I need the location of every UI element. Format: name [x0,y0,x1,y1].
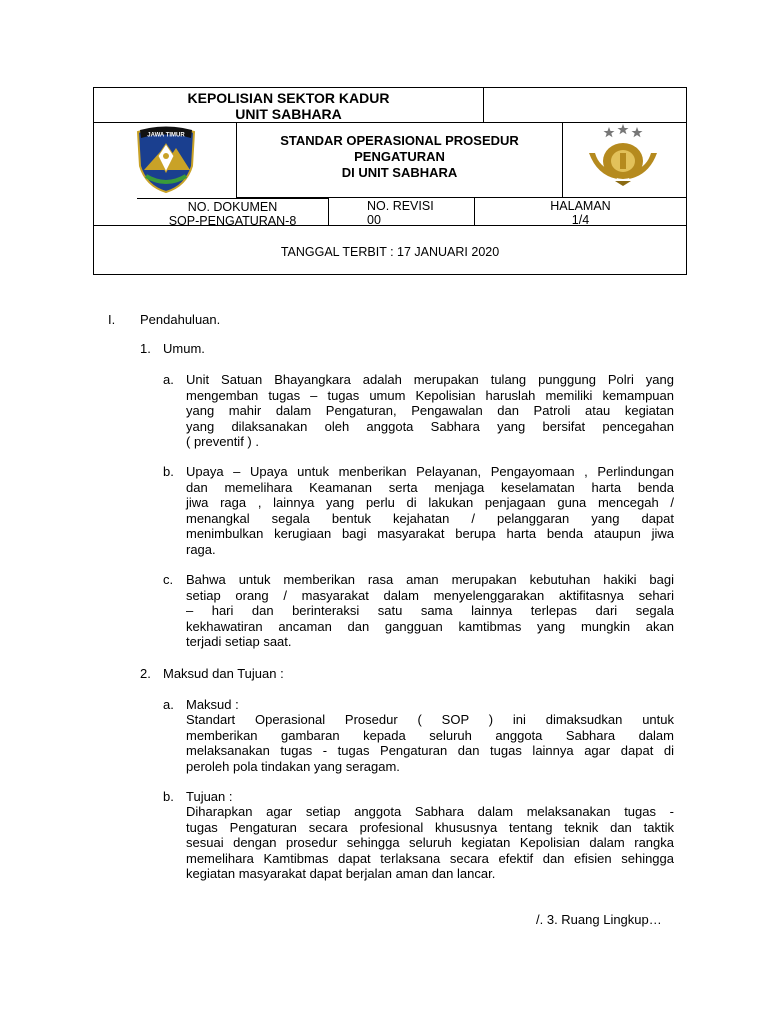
paragraph-line: setiap orang / masyarakat dalam menyelenggarakan aktifitasnya sehari [186,587,674,603]
jawa-timur-shield-logo [134,126,198,194]
paragraph-line: tugas Pengaturan secara profesional khususnya tentang teknik dan taktik [186,819,674,835]
paragraph-line: sesuai dengan prosedur sehingga seluruh kegiatan Kepolisian dalam rangka [186,835,674,850]
paragraph-line: peroleh pola tindakan yang seragam. [186,758,400,774]
item-1b-letter: b. [163,464,174,479]
paragraph-line: yang dilaksanakan oleh anggota Sabhara yang bersifat pencegahan [186,418,674,434]
unit-title-line2: UNIT SABHARA [235,106,342,122]
paragraph-line: kegiatan masyarakat dapat berjalan aman dan lancar. [186,866,496,881]
no-revisi-cell [329,198,475,226]
paragraph-line: melaksanakan tugas - tugas Pengaturan dan tugas lainnya agar dapat di [186,743,674,758]
halaman-label: HALAMAN [550,199,611,213]
doc-title-line2: PENGATURAN [354,149,445,164]
document-title-cell [237,123,563,198]
paragraph-line: memelihara Kamtibmas dapat terlaksana secara efektif dan efisien sehingga [186,850,674,866]
paragraph-line: mengemban tugas – tugas umum Kepolisian haruslah memiliki kemampuan [186,387,674,403]
unit-title-cell [94,88,484,123]
item-2a-letter: a. [163,697,174,712]
no-revisi-label: NO. REVISI [367,199,434,213]
paragraph-line: Standart Operasional Prosedur ( SOP ) ini dimaksudkan untuk [186,712,674,727]
paragraph-line: terjadi setiap saat. [186,634,292,649]
paragraph-line: kekhawatiran ancaman dan gangguan kamtibmas yang mungkin akan [186,618,674,634]
subsection-2-title: Maksud dan Tujuan : [163,666,284,681]
polri-emblem-logo [583,123,663,187]
item-1a-letter: a. [163,372,174,387]
tanggal-terbit: TANGGAL TERBIT : 17 JANUARI 2020 [280,245,500,259]
subsection-1-number: 1. [140,341,151,356]
left-logo-cell [94,123,237,198]
subsection-1-title: Umum. [163,341,205,356]
item-2a-heading: Maksud : [186,697,239,712]
paragraph-line: jiwa raga , lainnya yang perlu di lakukan penjagaan guna mencegah / [186,495,674,510]
paragraph-line: dan memelihara Keamanan serta menjaga keselamatan harta benda [186,479,674,495]
no-dokumen-value: SOP-PENGATURAN-8 [168,214,297,228]
paragraph-line: raga. [186,541,216,557]
blank-left-cell [94,198,137,226]
tanggal-terbit-cell [94,226,686,274]
paragraph-line: Unit Satuan Bhayangkara adalah merupakan tulang punggung Polri yang [186,372,674,387]
doc-title-line3: DI UNIT SABHARA [341,165,458,180]
item-1c-letter: c. [163,572,174,587]
item-1c-paragraph [186,572,674,650]
section-title: Pendahuluan. [140,312,221,327]
no-dokumen-cell [137,198,329,226]
paragraph-line: memberikan gambaran kepada seluruh anggota Sabhara dalam [186,727,674,743]
halaman-cell [475,198,686,226]
right-logo-cell [563,123,686,198]
item-2b-letter: b. [163,789,174,804]
paragraph-line: menangkal segala bentuk kejahatan / pelanggaran yang dapat [186,510,674,526]
document-header-table [93,87,687,275]
paragraph-line: Upaya – Upaya untuk menberikan Pelayanan, Pengayomaan , Perlindungan [186,464,674,479]
no-revisi-value: 00 [367,213,381,227]
paragraph-line: ( preventif ) . [186,434,259,449]
paragraph-line: Bahwa untuk memberikan rasa aman merupakan kebutuhan hakiki bagi [186,572,674,587]
paragraph-line: – hari dan berinteraksi satu sama lainnya terlepas dari segala [186,603,674,618]
paragraph-line: yang mahir dalam Pengaturan, Pengawalan dan Patroli atau kegiatan [186,403,674,418]
section-numeral: I. [108,312,116,327]
no-dokumen-label: NO. DOKUMEN [187,200,278,214]
item-1a-paragraph [186,372,674,450]
halaman-value: 1/4 [571,213,590,227]
doc-title-line1: STANDAR OPERASIONAL PROSEDUR [280,133,519,148]
paragraph-line: menimbulkan kerugiaan bagi masyarakat berupa harta benda ataupun jiwa [186,526,674,541]
item-1b-paragraph [186,464,674,557]
paragraph-line: Diharapkan agar setiap anggota Sabhara dalam melaksanakan tugas - [186,804,674,819]
unit-title-line1: KEPOLISIAN SEKTOR KADUR [187,90,390,106]
item-2b-heading: Tujuan : [186,789,233,804]
blank-top-right-cell [484,88,686,123]
subsection-2-number: 2. [140,666,151,681]
item-2a-paragraph [186,712,674,774]
logo-left-text: JAWA TIMUR [147,132,185,139]
next-page-marker: /. 3. Ruang Lingkup… [536,912,662,927]
item-2b-paragraph [186,804,674,882]
